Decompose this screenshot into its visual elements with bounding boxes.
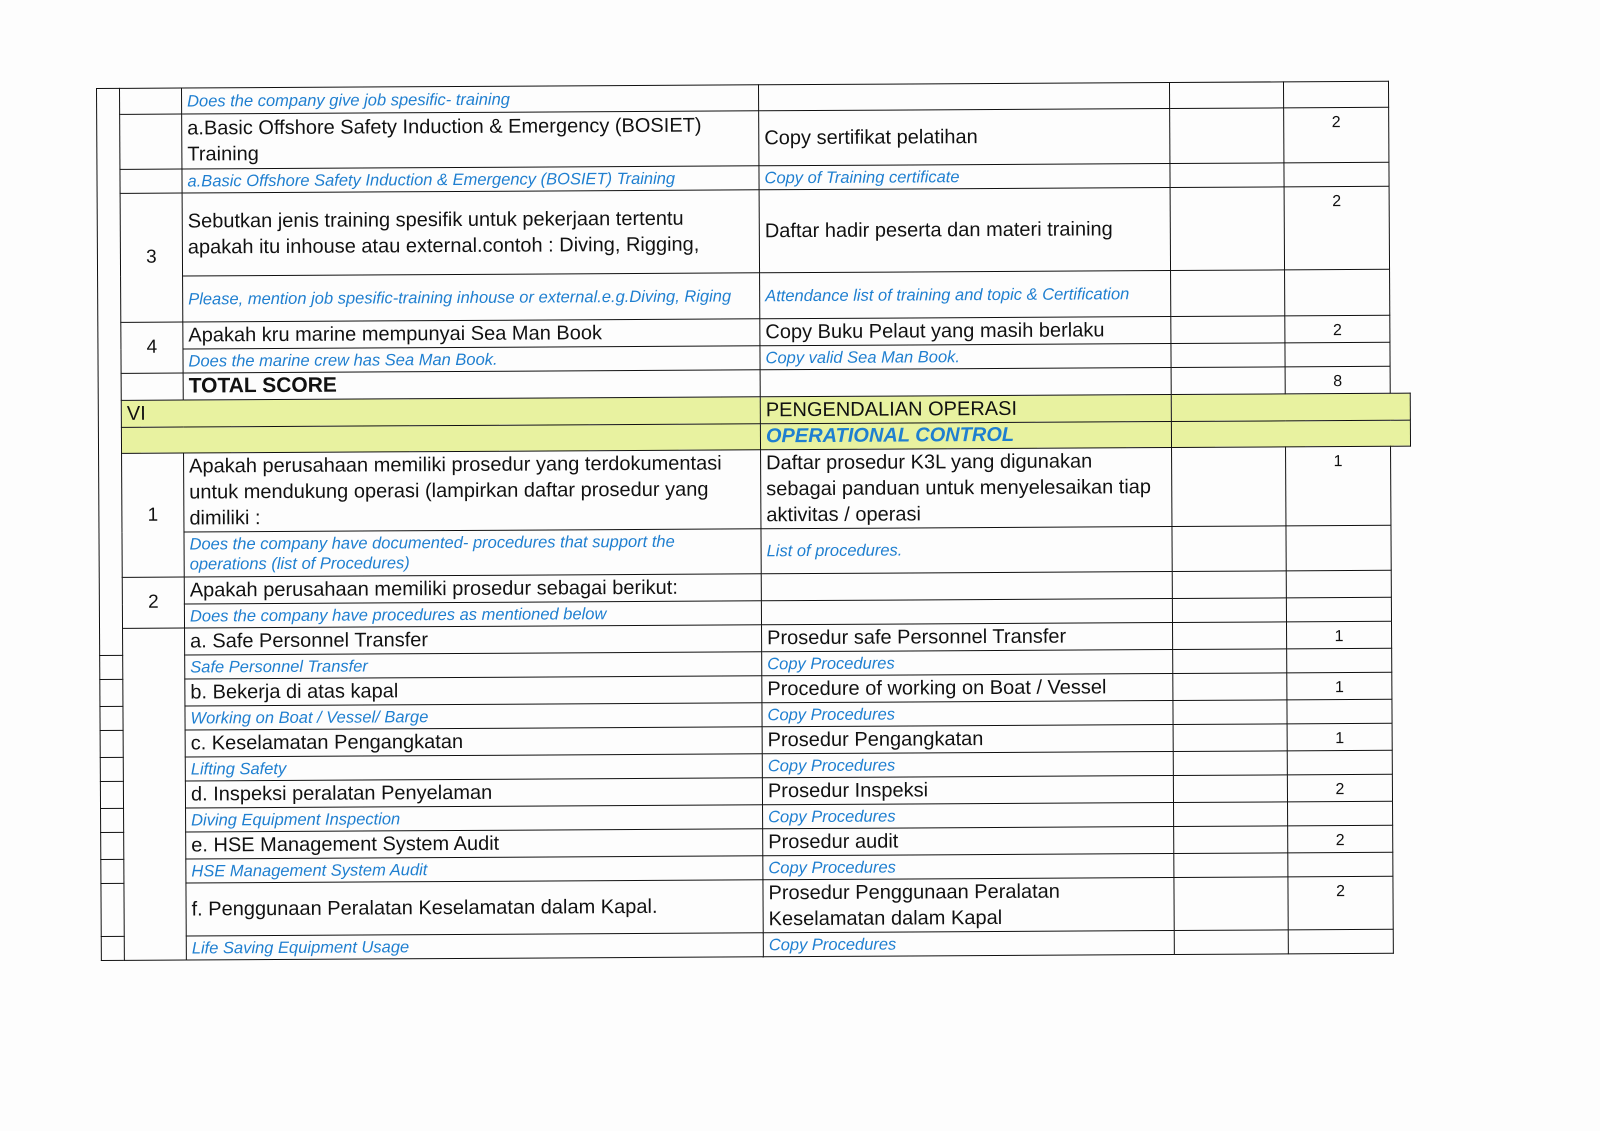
evidence-en: Copy Procedures [763,930,1174,956]
evidence-id: Prosedur safe Personnel Transfer [762,622,1173,651]
question-id: b. Bekerja di atas kapal [185,676,762,706]
evidence-id: Procedure of working on Boat / Vessel [762,673,1173,702]
question-en: Lifting Safety [185,754,762,781]
evidence-en: Attendance list of training and topic & Certification [760,271,1171,319]
evidence-en: Copy Procedures [762,700,1173,726]
score: 1 [1287,672,1392,700]
audit-form-table [96,81,1414,961]
evidence-en: Copy of Training certificate [759,164,1170,190]
section-col [97,88,123,655]
score: 2 [1287,774,1392,802]
question-en: Working on Boat / Vessel/ Barge [185,703,762,730]
evidence-id: Copy Buku Pelaut yang masih berlaku [760,317,1171,346]
question-en: Safe Personnel Transfer [185,652,762,679]
question-id: a.Basic Offshore Safety Induction & Emergency (BOSIET) Training [182,111,759,169]
table-row [99,446,1411,532]
table-row [99,525,1411,577]
table-row [97,107,1409,169]
evidence-en: Copy valid Sea Man Book. [760,344,1171,370]
question-en: Does the company have procedures as mentioned below [184,601,761,628]
score: 2 [1285,315,1390,343]
evidence-id: Prosedur Pengangkatan [762,724,1173,753]
question-en: Does the company give job spesific- training [182,85,759,114]
question-en: Life Saving Equipment Usage [186,933,763,960]
question-en: HSE Management System Audit [186,856,763,883]
question-id: f. Penggunaan Peralatan Keselamatan dalam Kapal. [186,880,763,936]
total-score: 8 [1285,366,1390,394]
table-row [101,876,1413,936]
question-en: Please, mention job spesific-training inhouse or external.e.g.Diving, Riging [183,273,760,322]
section-title-en: OPERATIONAL CONTROL [760,421,1171,449]
table-row [97,186,1409,276]
evidence-en: Copy Procedures [763,802,1174,828]
question-en: Does the company have documented- procedures that support the operations (list of Procedures) [184,529,761,577]
question-id: Apakah perusahaan memiliki prosedur sebagai berikut: [184,574,761,604]
evidence-id: Prosedur Penggunaan Peralatan Keselamatan dalam Kapal [763,877,1174,932]
section-number: VI [121,397,760,428]
evidence-en: Copy Procedures [762,649,1173,675]
question-id: Sebutkan jenis training spesifik untuk pekerjaan tertentu apakah itu inhouse atau external.contoh : Diving, Rigging, [182,190,759,276]
question-en: Does the marine crew has Sea Man Book. [183,346,760,373]
score: 1 [1286,446,1391,526]
question-id: d. Inspeksi peralatan Penyelaman [185,778,762,808]
question-id: c. Keselamatan Pengangkatan [185,727,762,757]
question-id: Apakah kru marine mempunyai Sea Man Book [183,319,760,349]
question-id: a. Safe Personnel Transfer [185,625,762,655]
item-number: 4 [121,322,183,373]
evidence-id: Daftar hadir peserta dan materi training [759,188,1170,273]
evidence-en: List of procedures. [761,526,1172,573]
question-en: a.Basic Offshore Safety Induction & Emergency (BOSIET) Training [182,166,759,193]
evidence-en: Copy Procedures [763,853,1174,879]
evidence-id: Prosedur Inspeksi [762,775,1173,804]
evidence-id: Daftar prosedur K3L yang digunakan sebagai panduan untuk menyelesaikan tiap aktivitas / operasi [761,447,1172,528]
score: 2 [1284,107,1389,163]
score: 2 [1288,825,1393,853]
score: 2 [1288,876,1393,930]
section-title-id: PENGENDALIAN OPERASI [760,394,1171,423]
question-id: e. HSE Management System Audit [186,829,763,859]
total-score-label: TOTAL SCORE [183,370,760,400]
item-number: 2 [122,577,184,628]
evidence-id: Copy sertifikat pelatihan [759,109,1170,166]
evidence-id: Prosedur audit [763,826,1174,855]
item-number: 3 [120,193,183,322]
score: 2 [1284,186,1389,270]
score: 1 [1287,621,1392,649]
question-id: Apakah perusahaan memiliki prosedur yang terdokumentasi untuk mendukung operasi (lampirkan daftar prosedur yang dimiliki : [184,450,761,532]
score: 1 [1287,723,1392,751]
question-en: Diving Equipment Inspection [186,805,763,832]
evidence-en: Copy Procedures [762,751,1173,777]
item-number: 1 [122,453,185,577]
table-row [98,269,1410,322]
